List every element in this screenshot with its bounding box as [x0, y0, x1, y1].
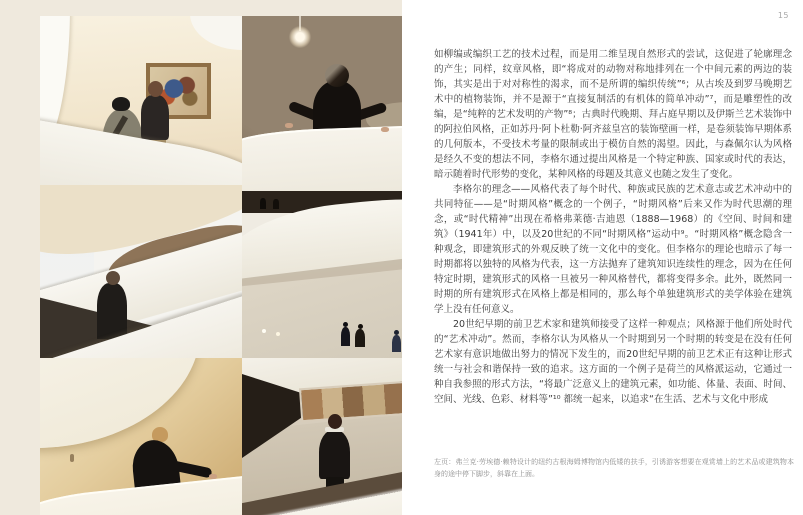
person-head	[106, 271, 120, 285]
photo-gallery-viewers	[40, 16, 242, 185]
right-page	[402, 0, 803, 515]
person-head	[328, 414, 342, 429]
person-hand	[209, 474, 217, 479]
body-text	[434, 47, 792, 407]
photo-tan-wall-leaner	[40, 358, 242, 515]
person-silhouette	[319, 430, 350, 479]
person-silhouette	[341, 327, 350, 346]
person-silhouette	[355, 329, 365, 347]
ceiling-corner	[190, 16, 242, 50]
ceiling-light	[262, 329, 266, 333]
person-silhouette	[260, 198, 266, 209]
person-head	[325, 64, 349, 87]
person-head	[343, 322, 348, 327]
ramp-underside	[40, 358, 200, 448]
paragraph-1: 如柳编或编织工艺的技术过程，而是用二维呈现自然形式的尝试，这促进了轮廓理念的产生；同样，纹章风格，即“将成对的动物对称地排列在一个中间元素的两边的装饰，其实是出于对对称性的渴求，而不是所谓的编织传统”⁶；从古埃及到罗马晚期艺术中的植物装饰，并不是源于“直接复制活的有机体的简单冲动”⁷，而是雕塑性的改编，是“纯粹的艺术发明的产物”⁸；古典时代晚期、拜占庭早期以及伊斯兰艺术装饰中的阿拉伯风格，正如苏丹·阿卜杜勒·阿齐兹皇宫的装饰壁画一样，是卷须装饰早期体系的几何版本，不受技术考量的限制或出于模仿自然的渴望。因此，与森佩尔认为风格是经久不变的想法不同，李格尔通过提出风格是一个特定种族、国家或时代的表达，暗示随着时代形势的变化，某种风格的母题及其意义也随之发生了变化。	[434, 49, 792, 180]
photo-ramp-abstract	[40, 185, 242, 358]
person-silhouette	[97, 283, 127, 339]
person-head	[394, 330, 399, 335]
person-cap	[112, 97, 130, 111]
paragraph-3: 20世纪早期的前卫艺术家和建筑师接受了这样一种观点；风格源于他们所处时代的“艺术冲动”。然而，李格尔认为风格从一个时期到另一个时期的转变是在没有任何艺术家有意识地做出努力的情况下发生的，而20世纪早期的前卫艺术正有这种让形式统一与社会和谐保持一致的追求。这方面的一个例子是荷兰的风格派运动，它通过一种自我参照的形式方法，“将最广泛意义上的建筑元素，如功能、体量、表面、时间、空间、光线、色彩、材料等”¹⁰ 都统一起来，以追求“在生活、艺术与文化中形成	[434, 319, 792, 405]
person-hand	[381, 127, 389, 132]
person-head	[148, 81, 163, 97]
person-silhouette	[392, 335, 401, 352]
person-silhouette	[141, 95, 169, 140]
ceiling-light	[289, 26, 311, 48]
person-silhouette	[273, 199, 279, 209]
wall-fixture	[70, 454, 74, 462]
person-head	[358, 324, 363, 329]
photo-caption: 左页：弗兰克·劳埃德·赖特设计的纽约古根海姆博物馆内低矮的扶手，引诱游客想要在观赏墙上的艺术品或建筑物本身的途中停下脚步，斜靠在上面。	[434, 458, 794, 478]
paragraph-2: 李格尔的理念——风格代表了每个时代、种族或民族的艺术意志或艺术冲动中的共同特征——是“时期风格”概念的一个例子，“时期风格”后来又作为时代思潮的理念，或“时代精神”出现在希格弗莱德·吉迪恩（1888—1968）的《空间、时间和建筑》（1941年）中，以及20世纪的不同“时期风格”运动中⁹。“时期风格”概念隐含一种观念，即建筑形式的外观反映了统一文化中的变化。但李格尔的理论也暗示了每一时期都将以独特的风格为代表，这一方法抛弃了建筑知识连续性的理念，因为在任何特定时期，建筑形式的风格一旦被另一种风格替代，都将变得多余。此外，既然同一时期的所有建筑形式在风格上都是相同的，那么每个单独建筑形式的美学体验在建筑学上没有任何意义。	[434, 184, 792, 315]
person-hand	[285, 123, 293, 128]
page-number: 15	[777, 11, 789, 20]
